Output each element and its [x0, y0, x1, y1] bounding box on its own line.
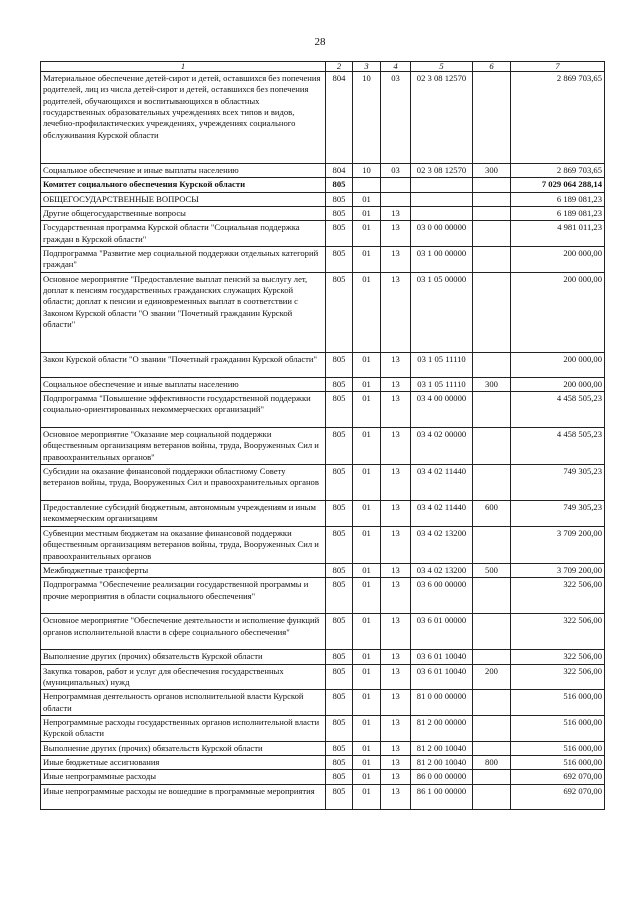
row-name-cell: Другие общегосударственные вопросы	[41, 207, 326, 221]
row-amount-cell: 749 305,23	[511, 501, 605, 527]
row-code-cell: 805	[326, 207, 353, 221]
table-row	[41, 690, 605, 716]
row-code-cell: 805	[326, 664, 353, 690]
row-expense-type-cell	[473, 526, 511, 563]
row-name-cell: Непрограммные расходы государственных органов исполнительной власти Курской области	[41, 715, 326, 741]
row-subsection-cell: 13	[381, 221, 411, 247]
table-row	[41, 563, 605, 577]
row-expense-type-cell	[473, 465, 511, 501]
table-row	[41, 770, 605, 784]
row-amount-cell: 200 000,00	[511, 352, 605, 377]
row-target-cell: 03 1 05 11110	[411, 352, 473, 377]
row-subsection-cell	[381, 178, 411, 192]
row-name-cell: Комитет социального обеспечения Курской области	[41, 178, 326, 192]
row-subsection-cell: 13	[381, 664, 411, 690]
table-row	[41, 664, 605, 690]
row-expense-type-cell	[473, 650, 511, 664]
row-section-cell: 01	[353, 578, 381, 614]
row-expense-type-cell	[473, 690, 511, 716]
row-amount-cell: 2 869 703,65	[511, 72, 605, 164]
table-row	[41, 392, 605, 428]
row-name-cell: Подпрограмма "Развитие мер социальной поддержки отдельных категорий граждан"	[41, 247, 326, 273]
row-subsection-cell: 03	[381, 164, 411, 178]
row-code-cell: 805	[326, 192, 353, 206]
row-expense-type-cell	[473, 392, 511, 428]
row-code-cell: 805	[326, 221, 353, 247]
row-section-cell: 01	[353, 741, 381, 755]
table-row	[41, 755, 605, 769]
row-target-cell: 86 1 00 00000	[411, 784, 473, 809]
row-expense-type-cell: 300	[473, 164, 511, 178]
row-expense-type-cell	[473, 221, 511, 247]
row-target-cell: 81 2 00 00000	[411, 715, 473, 741]
row-expense-type-cell: 800	[473, 755, 511, 769]
row-amount-cell: 3 709 200,00	[511, 563, 605, 577]
row-amount-cell: 516 000,00	[511, 715, 605, 741]
row-subsection-cell: 13	[381, 465, 411, 501]
row-subsection-cell: 13	[381, 272, 411, 352]
row-target-cell: 03 4 00 00000	[411, 392, 473, 428]
row-name-cell: ОБЩЕГОСУДАРСТВЕННЫЕ ВОПРОСЫ	[41, 192, 326, 206]
row-code-cell: 804	[326, 72, 353, 164]
row-name-cell: Закупка товаров, работ и услуг для обеспечения государственных (муниципальных) нужд	[41, 664, 326, 690]
row-target-cell: 86 0 00 00000	[411, 770, 473, 784]
row-code-cell: 805	[326, 465, 353, 501]
row-expense-type-cell	[473, 741, 511, 755]
row-name-cell: Выполнение других (прочих) обязательств Курской области	[41, 741, 326, 755]
row-name-cell: Непрограммная деятельность органов исполнительной власти Курской области	[41, 690, 326, 716]
row-expense-type-cell	[473, 770, 511, 784]
row-code-cell: 805	[326, 578, 353, 614]
row-subsection-cell: 13	[381, 501, 411, 527]
row-section-cell: 01	[353, 501, 381, 527]
row-expense-type-cell	[473, 784, 511, 809]
row-subsection-cell: 13	[381, 377, 411, 391]
row-code-cell: 805	[326, 650, 353, 664]
row-target-cell: 02 3 08 12570	[411, 72, 473, 164]
row-name-cell: Основное мероприятие "Обеспечение деятельности и исполнение функций органов исполнительной власти в сфере социального обеспечения"	[41, 614, 326, 650]
row-section-cell: 01	[353, 221, 381, 247]
row-amount-cell: 4 458 505,23	[511, 392, 605, 428]
row-code-cell: 805	[326, 690, 353, 716]
table-row	[41, 526, 605, 563]
row-section-cell: 01	[353, 207, 381, 221]
row-target-cell: 03 4 02 00000	[411, 428, 473, 465]
row-amount-cell: 200 000,00	[511, 272, 605, 352]
row-code-cell: 805	[326, 247, 353, 273]
row-expense-type-cell	[473, 352, 511, 377]
row-target-cell	[411, 192, 473, 206]
row-amount-cell: 322 506,00	[511, 614, 605, 650]
row-expense-type-cell: 600	[473, 501, 511, 527]
row-subsection-cell: 13	[381, 392, 411, 428]
row-code-cell: 805	[326, 614, 353, 650]
row-name-cell: Подпрограмма "Обеспечение реализации государственной программы и прочие мероприятия в области социального обеспечения"	[41, 578, 326, 614]
row-name-cell: Иные бюджетные ассигнования	[41, 755, 326, 769]
row-section-cell: 01	[353, 352, 381, 377]
column-header: 6	[473, 62, 511, 72]
row-code-cell: 805	[326, 715, 353, 741]
row-code-cell: 805	[326, 526, 353, 563]
column-header: 2	[326, 62, 353, 72]
row-name-cell: Основное мероприятие "Оказание мер социальной поддержки общественным организациям ветеранов войны, труда, Вооруженных Сил и правоохранительных органов"	[41, 428, 326, 465]
row-name-cell: Социальное обеспечение и иные выплаты населению	[41, 164, 326, 178]
row-expense-type-cell	[473, 178, 511, 192]
row-section-cell: 01	[353, 650, 381, 664]
row-subsection-cell	[381, 192, 411, 206]
row-subsection-cell: 13	[381, 715, 411, 741]
row-code-cell: 805	[326, 272, 353, 352]
row-name-cell: Социальное обеспечение и иные выплаты населению	[41, 377, 326, 391]
row-target-cell: 03 4 02 13200	[411, 526, 473, 563]
page-number: 28	[314, 36, 326, 48]
row-target-cell: 03 4 02 11440	[411, 501, 473, 527]
row-expense-type-cell	[473, 428, 511, 465]
table-row	[41, 207, 605, 221]
row-subsection-cell: 13	[381, 526, 411, 563]
row-subsection-cell: 13	[381, 563, 411, 577]
row-code-cell: 804	[326, 164, 353, 178]
row-amount-cell: 749 305,23	[511, 465, 605, 501]
row-subsection-cell: 13	[381, 578, 411, 614]
row-section-cell: 01	[353, 784, 381, 809]
row-target-cell: 81 0 00 00000	[411, 690, 473, 716]
row-expense-type-cell	[473, 715, 511, 741]
row-amount-cell: 516 000,00	[511, 690, 605, 716]
row-code-cell: 805	[326, 784, 353, 809]
table-row	[41, 272, 605, 352]
row-name-cell: Основное мероприятие "Предоставление выплат пенсий за выслугу лет, доплат к пенсиям государственных гражданских служащих Курской области; доплат к пенсии и единовременных выплат в соответствии с Законом Курской области "О звании "Почетный гражданин Курской области"	[41, 272, 326, 352]
row-target-cell: 03 1 05 00000	[411, 272, 473, 352]
table-row	[41, 164, 605, 178]
row-section-cell: 01	[353, 465, 381, 501]
row-name-cell: Иные непрограммные расходы не вошедшие в программные мероприятия	[41, 784, 326, 809]
row-amount-cell: 516 000,00	[511, 741, 605, 755]
row-subsection-cell: 13	[381, 207, 411, 221]
row-target-cell: 03 4 02 11440	[411, 465, 473, 501]
row-expense-type-cell: 500	[473, 563, 511, 577]
table-row	[41, 501, 605, 527]
row-section-cell: 01	[353, 192, 381, 206]
table-row	[41, 192, 605, 206]
row-amount-cell: 7 029 064 288,14	[511, 178, 605, 192]
row-expense-type-cell	[473, 614, 511, 650]
table-row	[41, 614, 605, 650]
row-code-cell: 805	[326, 392, 353, 428]
row-expense-type-cell	[473, 207, 511, 221]
row-subsection-cell: 13	[381, 741, 411, 755]
row-amount-cell: 2 869 703,65	[511, 164, 605, 178]
row-amount-cell: 692 070,00	[511, 784, 605, 809]
row-section-cell: 10	[353, 164, 381, 178]
table-row	[41, 221, 605, 247]
column-header: 3	[353, 62, 381, 72]
table-row	[41, 247, 605, 273]
row-section-cell: 01	[353, 247, 381, 273]
row-amount-cell: 6 189 081,23	[511, 192, 605, 206]
row-target-cell: 03 6 01 00000	[411, 614, 473, 650]
row-target-cell: 81 2 00 10040	[411, 741, 473, 755]
row-section-cell: 01	[353, 377, 381, 391]
row-section-cell: 01	[353, 755, 381, 769]
row-section-cell: 01	[353, 392, 381, 428]
row-code-cell: 805	[326, 501, 353, 527]
row-name-cell: Материальное обеспечение детей-сирот и детей, оставшихся без попечения родителей, лиц из числа детей-сирот и детей, оставшихся без попечения родителей, обучающихся и воспитывающихся в областных государственных образовательных учреждениях всех типов и видов, лечебно-профилактических учреждениях, учреждениях социального обслуживания Курской области	[41, 72, 326, 164]
table-row	[41, 352, 605, 377]
row-section-cell: 01	[353, 526, 381, 563]
row-code-cell: 805	[326, 770, 353, 784]
row-target-cell: 81 2 00 10040	[411, 755, 473, 769]
row-code-cell: 805	[326, 563, 353, 577]
row-expense-type-cell	[473, 192, 511, 206]
column-header: 5	[411, 62, 473, 72]
row-subsection-cell: 03	[381, 72, 411, 164]
row-name-cell: Подпрограмма "Повышение эффективности государственной поддержки социально-ориентированных некоммерческих организаций"	[41, 392, 326, 428]
row-amount-cell: 322 506,00	[511, 578, 605, 614]
table-row	[41, 428, 605, 465]
table-row	[41, 741, 605, 755]
row-section-cell: 01	[353, 272, 381, 352]
row-name-cell: Субвенции местным бюджетам на оказание финансовой поддержки общественным организациям ветеранов войны, труда, Вооруженных Сил и правоохранительных органов	[41, 526, 326, 563]
row-target-cell: 02 3 08 12570	[411, 164, 473, 178]
row-section-cell: 10	[353, 72, 381, 164]
table-row	[41, 178, 605, 192]
row-subsection-cell: 13	[381, 770, 411, 784]
table-row	[41, 465, 605, 501]
row-subsection-cell: 13	[381, 428, 411, 465]
row-section-cell: 01	[353, 428, 381, 465]
row-amount-cell: 200 000,00	[511, 377, 605, 391]
row-subsection-cell: 13	[381, 352, 411, 377]
row-expense-type-cell	[473, 272, 511, 352]
row-code-cell: 805	[326, 377, 353, 391]
row-amount-cell: 692 070,00	[511, 770, 605, 784]
row-amount-cell: 516 000,00	[511, 755, 605, 769]
row-target-cell	[411, 207, 473, 221]
table-row	[41, 377, 605, 391]
budget-table	[40, 61, 605, 810]
row-section-cell: 01	[353, 770, 381, 784]
row-name-cell: Субсидии на оказание финансовой поддержки областному Совету ветеранов войны, труда, Вооруженных Сил и правоохранительных органов	[41, 465, 326, 501]
table-row	[41, 784, 605, 809]
column-header: 1	[41, 62, 326, 72]
row-amount-cell: 3 709 200,00	[511, 526, 605, 563]
row-name-cell: Иные непрограммные расходы	[41, 770, 326, 784]
table-row	[41, 578, 605, 614]
row-target-cell: 03 6 01 10040	[411, 664, 473, 690]
row-code-cell: 805	[326, 428, 353, 465]
row-expense-type-cell: 200	[473, 664, 511, 690]
row-name-cell: Выполнение других (прочих) обязательств Курской области	[41, 650, 326, 664]
table-row	[41, 72, 605, 164]
row-amount-cell: 4 458 505,23	[511, 428, 605, 465]
row-code-cell: 805	[326, 741, 353, 755]
row-target-cell: 03 1 00 00000	[411, 247, 473, 273]
row-subsection-cell: 13	[381, 614, 411, 650]
row-expense-type-cell	[473, 247, 511, 273]
row-code-cell: 805	[326, 178, 353, 192]
row-subsection-cell: 13	[381, 690, 411, 716]
row-target-cell: 03 1 05 11110	[411, 377, 473, 391]
row-name-cell: Закон Курской области "О звании "Почетный гражданин Курской области"	[41, 352, 326, 377]
row-amount-cell: 322 506,00	[511, 650, 605, 664]
row-amount-cell: 4 981 011,23	[511, 221, 605, 247]
row-section-cell	[353, 178, 381, 192]
row-name-cell: Предоставление субсидий бюджетным, автономным учреждениям и иным некоммерческим организациям	[41, 501, 326, 527]
row-code-cell: 805	[326, 352, 353, 377]
column-header: 7	[511, 62, 605, 72]
row-subsection-cell: 13	[381, 784, 411, 809]
row-amount-cell: 200 000,00	[511, 247, 605, 273]
row-expense-type-cell: 300	[473, 377, 511, 391]
row-section-cell: 01	[353, 664, 381, 690]
table-row	[41, 715, 605, 741]
row-subsection-cell: 13	[381, 650, 411, 664]
table-row	[41, 650, 605, 664]
row-expense-type-cell	[473, 578, 511, 614]
row-target-cell: 03 6 01 10040	[411, 650, 473, 664]
row-section-cell: 01	[353, 715, 381, 741]
row-amount-cell: 6 189 081,23	[511, 207, 605, 221]
row-target-cell	[411, 178, 473, 192]
row-section-cell: 01	[353, 690, 381, 716]
row-section-cell: 01	[353, 563, 381, 577]
row-amount-cell: 322 506,00	[511, 664, 605, 690]
row-name-cell: Государственная программа Курской области "Социальная поддержка граждан в Курской области"	[41, 221, 326, 247]
row-target-cell: 03 4 02 13200	[411, 563, 473, 577]
column-header: 4	[381, 62, 411, 72]
header-row	[41, 62, 605, 72]
row-section-cell: 01	[353, 614, 381, 650]
row-expense-type-cell	[473, 72, 511, 164]
row-name-cell: Межбюджетные трансферты	[41, 563, 326, 577]
row-code-cell: 805	[326, 755, 353, 769]
row-target-cell: 03 6 00 00000	[411, 578, 473, 614]
row-subsection-cell: 13	[381, 247, 411, 273]
row-subsection-cell: 13	[381, 755, 411, 769]
row-target-cell: 03 0 00 00000	[411, 221, 473, 247]
